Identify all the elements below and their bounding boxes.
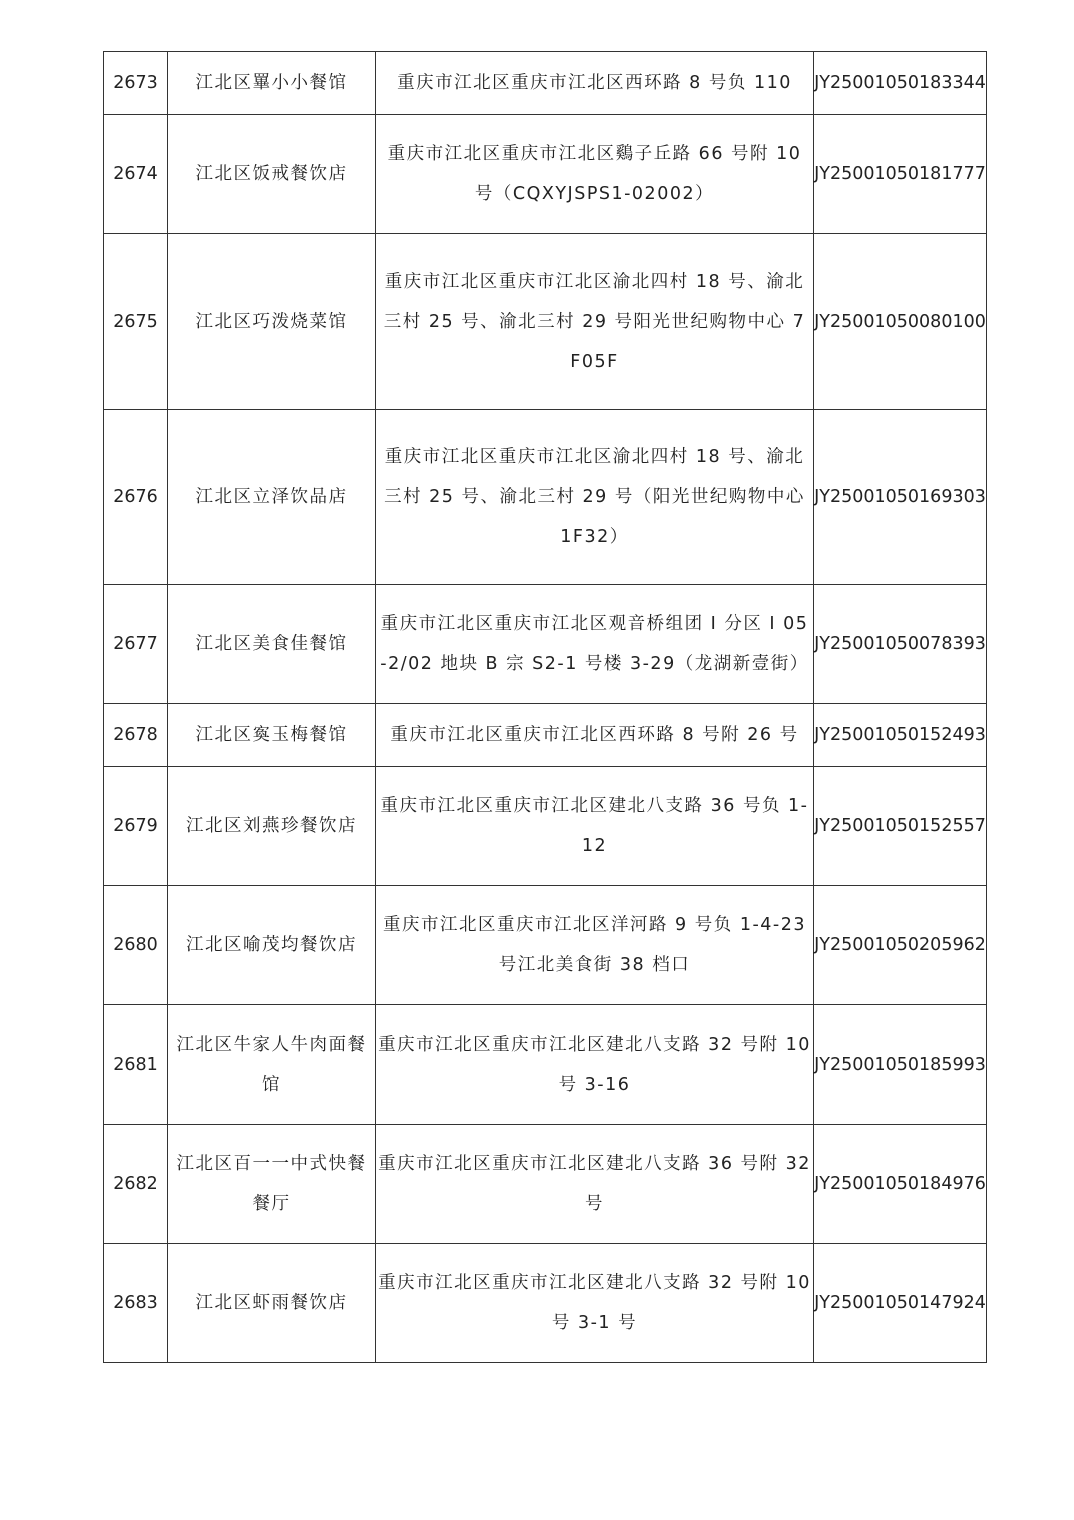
business-name: 江北区巧泼烧菜馆 <box>168 234 376 410</box>
business-address: 重庆市江北区重庆市江北区建北八支路 32 号附 10 号 3-1 号 <box>376 1244 814 1363</box>
row-number: 2680 <box>104 886 168 1005</box>
business-name: 江北区牛家人牛肉面餐馆 <box>168 1005 376 1125</box>
license-table <box>103 51 987 1363</box>
table-body <box>104 52 987 1363</box>
table-row <box>104 1005 987 1125</box>
business-name: 江北区罼小小餐馆 <box>168 52 376 115</box>
license-number: JY25001050183344 <box>814 52 987 115</box>
business-address: 重庆市江北区重庆市江北区建北八支路 32 号附 10 号 3-16 <box>376 1005 814 1125</box>
row-number: 2682 <box>104 1125 168 1244</box>
row-number: 2683 <box>104 1244 168 1363</box>
license-number: JY25001050169303 <box>814 410 987 585</box>
business-address: 重庆市江北区重庆市江北区渝北四村 18 号、渝北三村 25 号、渝北三村 29 号（阳光世纪购物中心 1F32） <box>376 410 814 585</box>
business-address: 重庆市江北区重庆市江北区西环路 8 号附 26 号 <box>376 704 814 767</box>
business-address: 重庆市江北区重庆市江北区观音桥组团 I 分区 I 05-2/02 地块 B 宗 S2-1 号楼 3-29（龙湖新壹街） <box>376 585 814 704</box>
business-name: 江北区饭戒餐饮店 <box>168 115 376 234</box>
business-name: 江北区寏玉梅餐馆 <box>168 704 376 767</box>
row-number: 2681 <box>104 1005 168 1125</box>
table-row <box>104 767 987 886</box>
row-number: 2676 <box>104 410 168 585</box>
row-number: 2679 <box>104 767 168 886</box>
table-row <box>104 234 987 410</box>
license-number: JY25001050185993 <box>814 1005 987 1125</box>
table-row <box>104 704 987 767</box>
row-number: 2673 <box>104 52 168 115</box>
license-number: JY25001050181777 <box>814 115 987 234</box>
business-address: 重庆市江北区重庆市江北区建北八支路 36 号负 1-12 <box>376 767 814 886</box>
row-number: 2674 <box>104 115 168 234</box>
license-number: JY25001050147924 <box>814 1244 987 1363</box>
license-number: JY25001050152557 <box>814 767 987 886</box>
license-number: JY25001050080100 <box>814 234 987 410</box>
license-number: JY25001050152493 <box>814 704 987 767</box>
row-number: 2675 <box>104 234 168 410</box>
business-name: 江北区刘燕珍餐饮店 <box>168 767 376 886</box>
business-name: 江北区美食佳餐馆 <box>168 585 376 704</box>
business-address: 重庆市江北区重庆市江北区西环路 8 号负 110 <box>376 52 814 115</box>
business-name: 江北区虾雨餐饮店 <box>168 1244 376 1363</box>
row-number: 2678 <box>104 704 168 767</box>
row-number: 2677 <box>104 585 168 704</box>
business-address: 重庆市江北区重庆市江北区洋河路 9 号负 1-4-23 号江北美食街 38 档口 <box>376 886 814 1005</box>
table-row <box>104 585 987 704</box>
table-row <box>104 1244 987 1363</box>
table-row <box>104 1125 987 1244</box>
license-number: JY25001050184976 <box>814 1125 987 1244</box>
license-number: JY25001050078393 <box>814 585 987 704</box>
business-address: 重庆市江北区重庆市江北区建北八支路 36 号附 32 号 <box>376 1125 814 1244</box>
business-address: 重庆市江北区重庆市江北区鷄子丘路 66 号附 10 号（CQXYJSPS1-02002） <box>376 115 814 234</box>
table-row <box>104 52 987 115</box>
table-row <box>104 115 987 234</box>
table-row <box>104 886 987 1005</box>
license-number: JY25001050205962 <box>814 886 987 1005</box>
table-row <box>104 410 987 585</box>
business-name: 江北区立泽饮品店 <box>168 410 376 585</box>
business-name: 江北区喻茂均餐饮店 <box>168 886 376 1005</box>
business-address: 重庆市江北区重庆市江北区渝北四村 18 号、渝北三村 25 号、渝北三村 29 号阳光世纪购物中心 7F05F <box>376 234 814 410</box>
business-name: 江北区百一一中式快餐餐厅 <box>168 1125 376 1244</box>
